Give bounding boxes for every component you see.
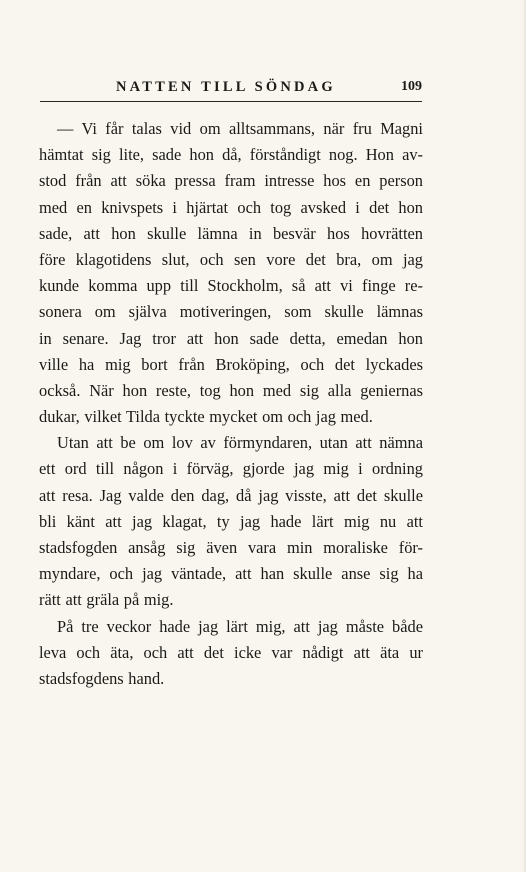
text-line: in senare. Jag tror att hon sade detta, emedan hon (39, 328, 423, 348)
text-line: bli känt att jag klagat, ty jag hade lärt mig nu att (39, 511, 423, 531)
running-header (40, 75, 422, 102)
page-number: 109 (401, 79, 422, 94)
paragraph-2 (39, 430, 423, 613)
text-line: att resa. Jag valde den dag, då jag visste, att det skulle (39, 485, 423, 505)
text-line: också. När hon reste, tog hon med sig alla geniernas (39, 380, 423, 400)
page-edge (522, 0, 526, 872)
text-line: stadsfogdens hand. (39, 668, 165, 688)
body-text (39, 116, 423, 692)
text-line: leva och äta, och att det icke var nådigt att äta ur (39, 642, 423, 662)
text-line: myndare, och jag väntade, att han skulle anse sig ha (39, 564, 423, 584)
text-line: Utan att be om lov av förmyndaren, utan att nämna (57, 433, 423, 453)
text-line: stod från att söka pressa fram intresse hos en person (39, 171, 423, 191)
text-line: före klagotidens slut, och sen vore det bra, om jag (39, 249, 423, 269)
paragraph-3 (39, 614, 423, 693)
text-line: hämtat sig lite, sade hon då, förståndigt nog. Hon av- (39, 145, 423, 165)
text-line: ett ord till någon i förväg, gjorde jag mig i ordning (39, 459, 423, 479)
text-line: På tre veckor hade jag lärt mig, att jag måste både (57, 616, 423, 636)
text-line: ville ha mig bort från Broköping, och det lyckades (39, 354, 423, 374)
running-title: NATTEN TILL SÖNDAG (116, 79, 336, 95)
text-line: rätt att gräla på mig. (39, 590, 174, 610)
text-line: stadsfogden ansåg sig även vara min moraliske för- (39, 538, 423, 557)
text-line: med en knivspets i hjärtat och tog avsked i det hon (39, 197, 423, 217)
text-line: sonera om själva motiveringen, som skulle lämnas (39, 302, 423, 322)
paragraph-1 (39, 116, 423, 430)
text-line: — Vi får talas vid om alltsammans, när fru Magni (57, 119, 423, 138)
text-line: dukar, vilket Tilda tyckte mycket om och jag med. (39, 407, 373, 427)
text-line: sade, att hon skulle lämna in besvär hos hovrätten (39, 223, 423, 243)
text-line: kunde komma upp till Stockholm, så att vi finge re- (39, 276, 423, 296)
